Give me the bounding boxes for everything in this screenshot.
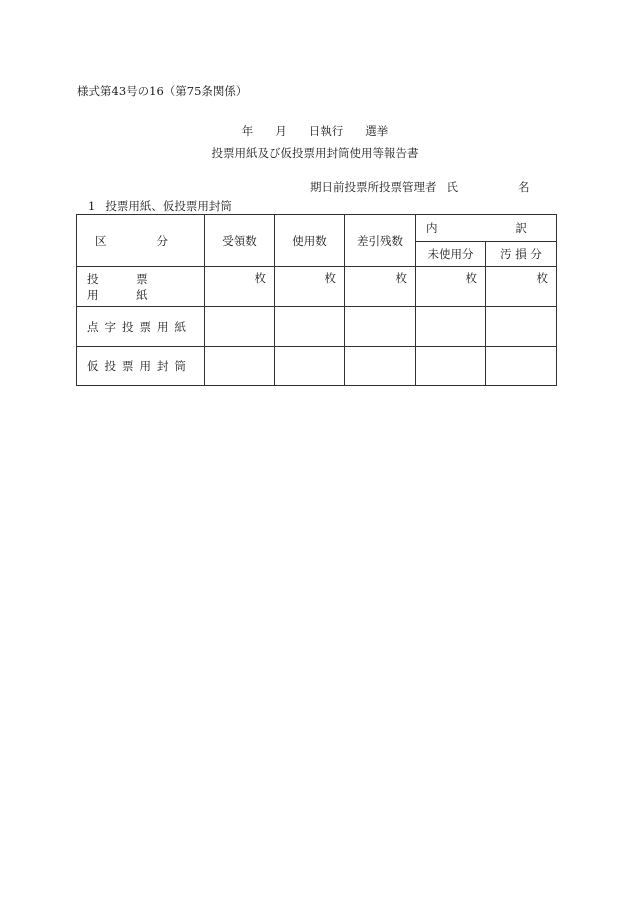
day-label: 日執行: [308, 124, 344, 138]
table-row: [77, 307, 557, 347]
manager-label: 期日前投票所投票管理者: [310, 180, 437, 194]
table-row: [77, 267, 557, 307]
empty-cell: [486, 347, 557, 386]
election-date-line: [0, 123, 630, 139]
empty-cell: [205, 307, 275, 347]
header-breakdown: [416, 215, 557, 242]
unit-cell: 枚: [205, 267, 275, 307]
document-title: 投票用紙及び仮投票用封筒使用等報告書: [211, 146, 419, 160]
manager-line: [310, 179, 530, 195]
form-number: 様式第43号の16（第75条関係）: [77, 84, 248, 98]
row-label-ballot-paper: 投 票 用 紙: [77, 267, 205, 307]
name-left-label: 氏: [446, 180, 458, 194]
row-label-provisional-envelope: 仮投票用封筒: [77, 347, 205, 386]
empty-cell: [345, 347, 416, 386]
empty-cell: [416, 347, 486, 386]
table-row: [77, 347, 557, 386]
header-kubun: [77, 215, 205, 267]
header-breakdown-left: 内: [426, 221, 438, 235]
header-received: 受領数: [205, 215, 275, 267]
month-label: 月: [275, 124, 287, 138]
empty-cell: [275, 347, 345, 386]
header-kubun-right: 分: [156, 233, 168, 248]
section-number: 1: [88, 199, 96, 213]
header-breakdown-right: 訳: [515, 221, 527, 235]
empty-cell: [486, 307, 557, 347]
section-heading: [88, 198, 232, 214]
header-used: 使用数: [275, 215, 345, 267]
name-right-label: 名: [518, 180, 530, 194]
header-damaged: 汚 損 分: [486, 242, 557, 267]
election-label: 選挙: [365, 124, 389, 138]
header-unused: 未使用分: [416, 242, 486, 267]
header-kubun-left: 区: [95, 233, 107, 248]
unit-cell: 枚: [345, 267, 416, 307]
header-remaining: 差引残数: [345, 215, 416, 267]
row-label-braille-ballot: 点字投票用紙: [77, 307, 205, 347]
year-label: 年: [241, 124, 254, 138]
empty-cell: [345, 307, 416, 347]
empty-cell: [205, 347, 275, 386]
unit-cell: 枚: [486, 267, 557, 307]
section-title: 投票用紙、仮投票用封筒: [105, 199, 232, 213]
empty-cell: [275, 307, 345, 347]
report-table: [76, 214, 557, 386]
unit-cell: 枚: [416, 267, 486, 307]
unit-cell: 枚: [275, 267, 345, 307]
empty-cell: [416, 307, 486, 347]
